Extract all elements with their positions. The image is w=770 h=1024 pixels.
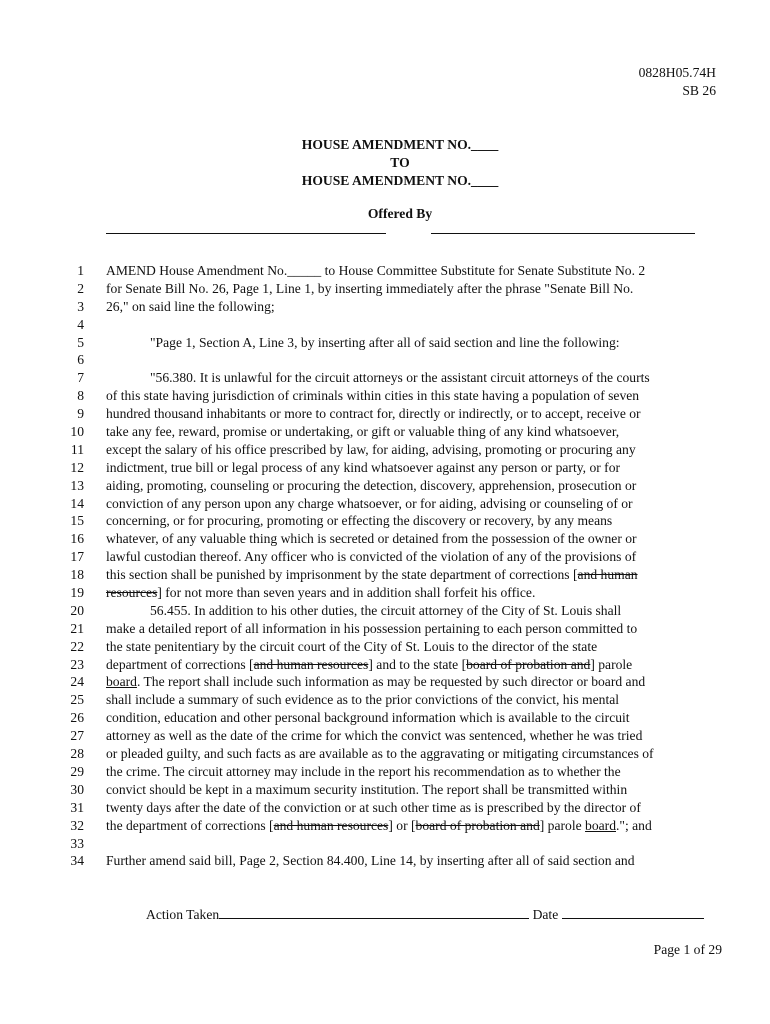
- line-text: [106, 620, 637, 638]
- line-text: [106, 673, 645, 691]
- deleted-text: board of probation and: [415, 817, 540, 833]
- line-text: [106, 441, 636, 459]
- amendment-body: [0, 262, 770, 870]
- title-line-1: HOUSE AMENDMENT NO.____: [301, 137, 499, 152]
- line-number: 11: [70, 441, 84, 457]
- numbered-line: [0, 548, 770, 566]
- numbered-line: [0, 835, 770, 853]
- line-text: [106, 852, 635, 870]
- line-text: [106, 423, 619, 441]
- numbered-line: [0, 316, 770, 334]
- line-text: [106, 548, 636, 566]
- numbered-line: [0, 691, 770, 709]
- document-code: 0828H05.74H: [638, 65, 716, 80]
- deleted-text: and human resources: [253, 656, 369, 672]
- text-segment: department of corrections [: [106, 656, 254, 672]
- text-segment: AMEND House Amendment No._____ to House Committee Substitute for Senate Substitute No. 2: [106, 263, 646, 278]
- text-segment: the crime. The circuit attorney may include in the report his recommendation as to whether the: [106, 763, 621, 779]
- text-segment: concerning, or for procuring, promoting or effecting the discovery or recovery, by any means: [106, 513, 613, 529]
- text-segment: twenty days after the date of the conviction or at such other time as is prescribed by the director of: [106, 799, 641, 815]
- text-segment: . The report shall include such information as may be requested by such director or board and: [136, 674, 646, 690]
- inserted-text: board: [585, 817, 616, 833]
- numbered-line: [0, 745, 770, 763]
- numbered-line: [0, 334, 770, 352]
- action-taken-field[interactable]: [219, 906, 529, 919]
- date-label: Date: [532, 907, 559, 922]
- numbered-line: [0, 602, 770, 620]
- text-segment: the department of corrections [: [106, 817, 274, 833]
- text-segment: lawful custodian thereof. Any officer who is convicted of the violation of any of the provisions of: [106, 549, 637, 565]
- line-text: [106, 709, 630, 727]
- line-text: [106, 638, 597, 656]
- numbered-line: [0, 477, 770, 495]
- numbered-line: [0, 423, 770, 441]
- line-number: 18: [70, 567, 84, 583]
- text-segment: ] and to the state [: [368, 656, 467, 672]
- numbered-line: [0, 852, 770, 870]
- text-segment: or pleaded guilty, and such facts as are available as to the aggravating or mitigating circumstances of: [106, 746, 654, 762]
- line-number: 28: [70, 746, 84, 762]
- numbered-line: [0, 405, 770, 423]
- text-segment: 26," on said line the following;: [106, 298, 275, 314]
- line-number: 15: [70, 513, 84, 529]
- amendment-title: [0, 136, 770, 190]
- numbered-line: [0, 763, 770, 781]
- line-number: 20: [70, 602, 84, 618]
- line-number: 33: [70, 835, 84, 851]
- text-segment: ] or [: [388, 817, 416, 833]
- numbered-line: [0, 620, 770, 638]
- line-text: [106, 459, 620, 477]
- line-number: 2: [77, 280, 84, 296]
- line-number: 16: [70, 531, 84, 547]
- line-number: 4: [77, 316, 84, 332]
- text-segment: condition, education and other personal background information which is available to the circuit: [106, 710, 630, 726]
- line-text: [106, 817, 652, 835]
- text-segment: this section shall be punished by imprisonment by the state department of corrections [: [106, 567, 578, 583]
- numbered-line: [0, 530, 770, 548]
- offered-by: Offered By: [367, 206, 433, 221]
- numbered-line: [0, 369, 770, 387]
- text-segment: Further amend said bill, Page 2, Section 84.400, Line 14, by inserting after all of said section and: [106, 853, 635, 869]
- line-text: [106, 477, 636, 495]
- sponsor-signature-line-left: [106, 232, 386, 234]
- line-number: 24: [70, 674, 84, 690]
- text-segment: aiding, promoting, counseling or procuring the detection, discovery, apprehension, prosecution or: [106, 477, 637, 493]
- deleted-text: board of probation and: [466, 656, 591, 672]
- line-number: 34: [70, 853, 84, 869]
- text-segment: ."; and: [616, 817, 652, 833]
- line-number: 22: [70, 638, 84, 654]
- text-segment: take any fee, reward, promise or undertaking, or gift or valuable thing of any kind whatsoever,: [106, 424, 620, 440]
- text-segment: ] for not more than seven years and in addition shall forfeit his office.: [157, 585, 536, 601]
- line-text: [106, 656, 632, 674]
- text-segment: "56.380. It is unlawful for the circuit attorneys or the assistant circuit attorneys of the courts: [150, 370, 650, 386]
- line-text: [106, 405, 641, 423]
- text-segment: conviction of any person upon any charge whatsoever, or for aiding, advising or counseling of or: [106, 495, 633, 511]
- document-header: [639, 64, 716, 100]
- line-text: [106, 584, 535, 602]
- bill-number: SB 26: [682, 83, 716, 98]
- numbered-line: [0, 817, 770, 835]
- line-number: 29: [70, 763, 84, 779]
- line-number: 26: [70, 710, 84, 726]
- line-text: [106, 530, 637, 548]
- sponsor-signature-line-right: [431, 232, 695, 234]
- numbered-line: [0, 351, 770, 369]
- text-segment: shall include a summary of such evidence as to the prior convictions of the convict, his mental: [106, 692, 620, 708]
- deleted-text: resources: [106, 585, 158, 601]
- line-number: 8: [77, 388, 84, 404]
- line-text: [106, 763, 621, 781]
- numbered-line: [0, 441, 770, 459]
- numbered-line: [0, 262, 770, 280]
- line-text: [106, 262, 645, 280]
- line-number: 17: [70, 549, 84, 565]
- date-field[interactable]: [562, 906, 704, 919]
- line-number: 31: [70, 799, 84, 815]
- text-segment: indictment, true bill or legal process of any kind whatsoever against any person or party, or for: [106, 459, 621, 475]
- line-text: [106, 566, 638, 584]
- numbered-line: [0, 727, 770, 745]
- numbered-line: [0, 656, 770, 674]
- line-number: 23: [70, 656, 84, 672]
- line-text: [150, 334, 620, 352]
- line-text: [106, 387, 639, 405]
- action-taken-label: Action Taken: [146, 907, 220, 922]
- title-line-3: HOUSE AMENDMENT NO.____: [301, 173, 499, 188]
- line-number: 21: [70, 620, 84, 636]
- line-text: [106, 495, 633, 513]
- line-text: [106, 727, 642, 745]
- title-line-2: TO: [390, 155, 410, 170]
- inserted-text: board: [106, 674, 137, 690]
- line-number: 13: [70, 477, 84, 493]
- line-text: [106, 745, 654, 763]
- page-number: Page 1 of 29: [653, 942, 722, 957]
- line-text: [106, 280, 633, 298]
- numbered-line: [0, 387, 770, 405]
- line-text: [106, 691, 619, 709]
- text-segment: for Senate Bill No. 26, Page 1, Line 1, by inserting immediately after the phrase "Senate Bill No.: [106, 280, 634, 296]
- text-segment: convict should be kept in a maximum security institution. The report shall be transmitted within: [106, 781, 628, 797]
- numbered-line: [0, 638, 770, 656]
- line-number: 7: [77, 370, 84, 386]
- text-segment: the state penitentiary by the circuit court of the City of St. Louis to the director of the state: [106, 638, 598, 654]
- text-segment: make a detailed report of all information in his possession pertaining to each person committed to: [106, 620, 638, 636]
- numbered-line: [0, 673, 770, 691]
- numbered-line: [0, 566, 770, 584]
- deleted-text: and human: [577, 567, 638, 583]
- line-number: 5: [77, 334, 84, 350]
- line-number: 32: [70, 817, 84, 833]
- line-number: 9: [77, 406, 84, 422]
- action-taken-row: [146, 906, 704, 923]
- text-segment: "Page 1, Section A, Line 3, by inserting after all of said section and line the following:: [150, 334, 620, 350]
- line-text: [106, 512, 612, 530]
- text-segment: hundred thousand inhabitants or more to contract for, directly or indirectly, or to accept, receive or: [106, 406, 641, 422]
- line-text: [106, 799, 641, 817]
- line-number: 19: [70, 585, 84, 601]
- numbered-line: [0, 459, 770, 477]
- line-number: 1: [77, 263, 84, 278]
- line-text: [150, 602, 621, 620]
- text-segment: ] parole: [539, 817, 586, 833]
- numbered-line: [0, 280, 770, 298]
- numbered-line: [0, 495, 770, 513]
- line-text: [106, 781, 627, 799]
- text-segment: of this state having jurisdiction of criminals within cities in this state having a population of seven: [106, 388, 640, 404]
- line-number: 14: [70, 495, 84, 511]
- line-number: 12: [70, 459, 84, 475]
- line-number: 25: [70, 692, 84, 708]
- numbered-line: [0, 584, 770, 602]
- line-text: [150, 369, 650, 387]
- line-number: 10: [70, 424, 84, 440]
- text-segment: 56.455. In addition to his other duties, the circuit attorney of the City of St. Louis shall: [150, 602, 622, 618]
- numbered-line: [0, 781, 770, 799]
- line-number: 27: [70, 728, 84, 744]
- line-text: [106, 298, 275, 316]
- numbered-line: [0, 709, 770, 727]
- numbered-line: [0, 512, 770, 530]
- numbered-line: [0, 298, 770, 316]
- numbered-line: [0, 799, 770, 817]
- text-segment: whatever, of any valuable thing which is secreted or detained from the possession of the owner or: [106, 531, 637, 547]
- text-segment: ] parole: [590, 656, 633, 672]
- line-number: 3: [77, 298, 84, 314]
- line-number: 30: [70, 781, 84, 797]
- line-number: 6: [77, 352, 84, 368]
- text-segment: attorney as well as the date of the crime for which the convict was sentenced, whether he was tried: [106, 728, 643, 744]
- deleted-text: and human resources: [273, 817, 389, 833]
- text-segment: except the salary of his office prescribed by law, for aiding, advising, promoting or procuring any: [106, 441, 636, 457]
